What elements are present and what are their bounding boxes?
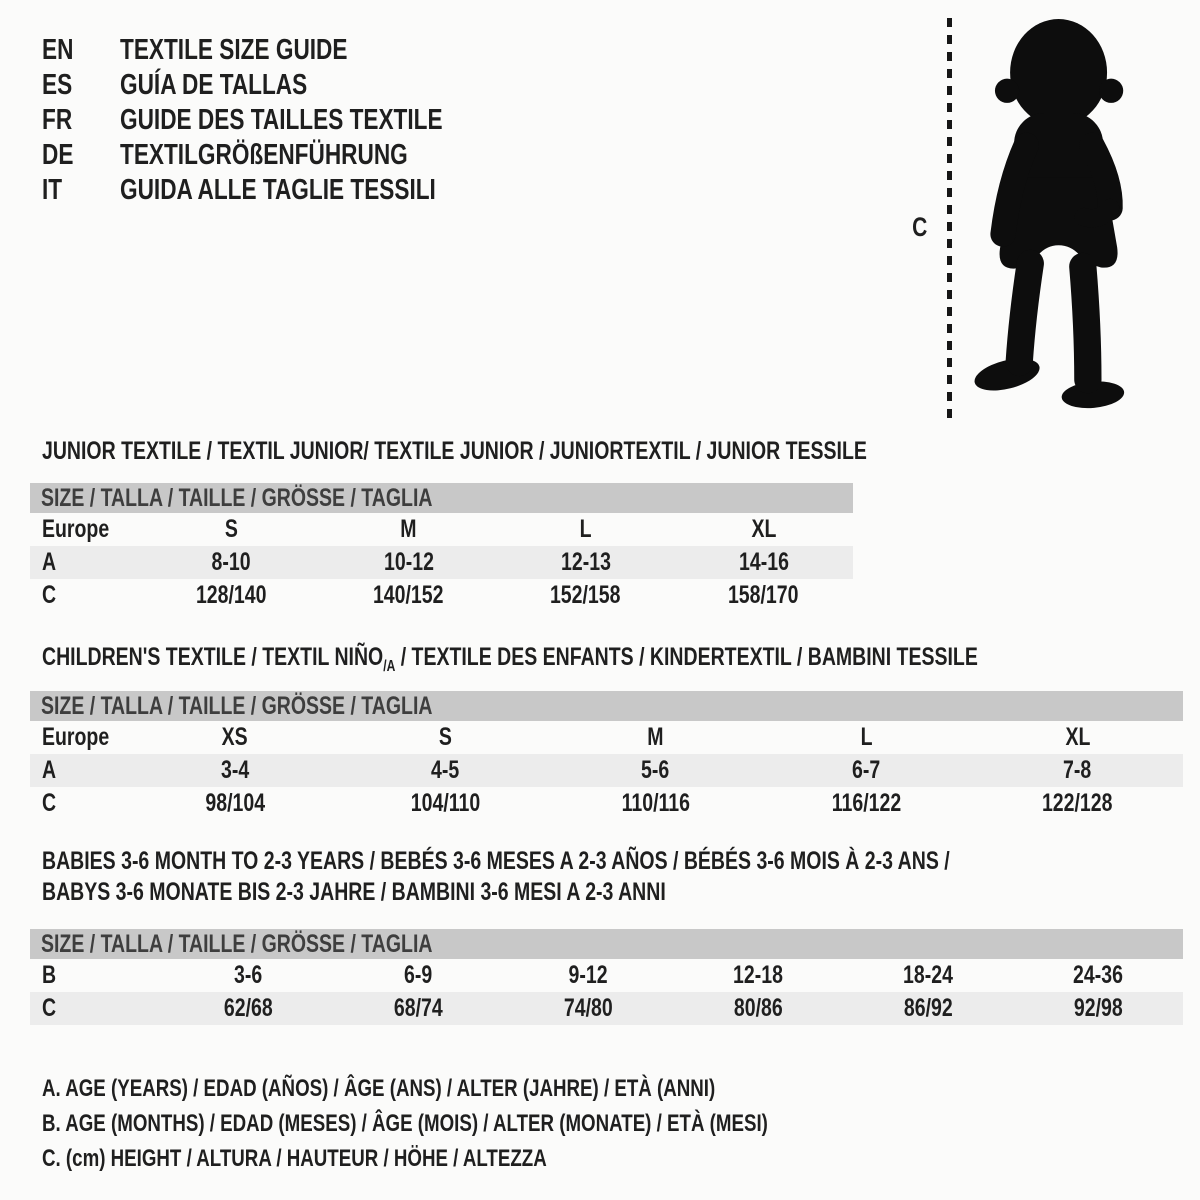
language-code: FR (42, 104, 73, 136)
babies-size-table (30, 929, 1183, 1025)
size-band: SIZE / TALLA / TAILLE / GRÖSSE / TAGLIA (30, 929, 1183, 959)
legend-line-a: A. AGE (YEARS) / EDAD (AÑOS) / ÂGE (ANS) / ALTER (JAHRE) / ETÀ (ANNI) (42, 1075, 716, 1102)
language-title: GUIDE DES TAILLES TEXTILE (120, 104, 443, 136)
language-title: GUIDA ALLE TAGLIE TESSILI (120, 174, 436, 206)
legend-line-b: B. AGE (MONTHS) / EDAD (MESES) / ÂGE (MOIS) / ALTER (MONATE) / ETÀ (MESI) (42, 1110, 768, 1137)
language-row-es (42, 68, 534, 103)
language-code: ES (42, 69, 73, 101)
toddler-silhouette-icon (958, 14, 1144, 418)
language-code: DE (42, 139, 74, 171)
table-row-height: C 98/104 104/110 110/116 116/122 122/128 (42, 789, 1113, 817)
measure-c-label: C (912, 212, 928, 242)
language-title: TEXTILGRÖßENFÜHRUNG (120, 139, 408, 171)
language-row-fr (42, 103, 534, 138)
nino-a-subscript: /A (383, 658, 396, 675)
language-row-de (42, 138, 534, 173)
table-row-height: C 62/68 68/74 74/80 80/86 86/92 92/98 (30, 992, 1183, 1025)
measurement-legend (42, 1071, 973, 1176)
table-row-europe: Europe S M L XL (42, 515, 776, 543)
table-row-height: C 128/140 140/152 152/158 158/170 (42, 581, 799, 609)
language-row-en (42, 33, 534, 68)
language-title: GUÍA DE TALLAS (120, 69, 308, 101)
language-code: IT (42, 174, 63, 206)
children-size-table (30, 691, 1183, 820)
table-row-europe: Europe XS S M L XL (42, 723, 1090, 751)
language-title-list (42, 33, 534, 208)
size-band: SIZE / TALLA / TAILLE / GRÖSSE / TAGLIA (30, 483, 853, 513)
section-title-junior: JUNIOR TEXTILE / TEXTIL JUNIOR/ TEXTILE JUNIOR / JUNIORTEXTIL / JUNIOR TESSILE (42, 437, 867, 465)
section-title-children: CHILDREN'S TEXTILE / TEXTIL $NIÑO_{/A}$ / TEXTILE DES ENFANTS / KINDERTEXTIL / BAMBINI TESSILE (42, 643, 978, 675)
language-code: EN (42, 34, 74, 66)
language-row-it (42, 173, 534, 208)
size-band: SIZE / TALLA / TAILLE / GRÖSSE / TAGLIA (30, 691, 1183, 721)
junior-size-table (30, 483, 853, 612)
language-title: TEXTILE SIZE GUIDE (120, 34, 348, 66)
table-row-age: A 8-10 10-12 12-13 14-16 (30, 546, 853, 579)
table-row-months: B 3-6 6-9 9-12 12-18 18-24 24-36 (42, 961, 1123, 989)
legend-line-c: C. (cm) HEIGHT / ALTURA / HAUTEUR / HÖHE / ALTEZZA (42, 1145, 547, 1172)
section-title-babies: BABIES 3-6 MONTH TO 2-3 YEARS / BEBÉS 3-6 MESES A 2-3 AÑOS / BÉBÉS 3-6 MOIS À 2-3 ANS / BABYS 3-6 MONATE BIS 2-3 JAHRE / BAMBINI 3-6 MESI A 2-3 ANNI (42, 847, 950, 906)
height-measure-dashed-line (947, 18, 952, 418)
table-row-age: A 3-4 4-5 5-6 6-7 7-8 (30, 754, 1183, 787)
